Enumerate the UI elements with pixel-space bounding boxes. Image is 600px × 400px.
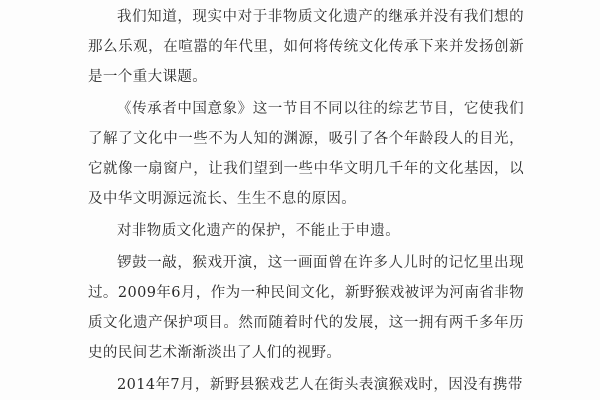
- paragraph-monkey-show-2014: 2014年7月，新野县猴戏艺人在街头表演猴戏时，因没有携带: [117, 377, 523, 393]
- paragraph-protection-statement: 对非物质文化遗产的保护，不能止于申遗。: [117, 223, 401, 239]
- document-body: [88, 2, 524, 400]
- paragraph-monkey-show-history: 锣鼓一敲，猴戏开演，这一画面曾在许多人儿时的记忆里出现过。2009年6月，作为一种民间文化，新野猴戏被评为河南省非物质文化遗产保护项目。然而随着时代的发展，这一拥有两千多年历史的民间艺术渐渐淡出了人们的视野。: [88, 255, 524, 361]
- paragraph-inheritance-intro: 我们知道，现实中对于非物质文化遗产的继承并没有我们想的那么乐观，在喧嚣的年代里，如何将传统文化传承下来并发扬创新是一个重大课题。: [88, 9, 524, 85]
- paragraph-tv-program: 《传承者中国意象》这一节目不同以往的综艺节目，它使我们了解了文化中一些不为人知的渊源，吸引了各个年龄段人的目光，它就像一扇窗户，让我们望到一些中华文明几千年的文化基因，以及中华文明源远流长、生生不息的原因。: [88, 101, 524, 207]
